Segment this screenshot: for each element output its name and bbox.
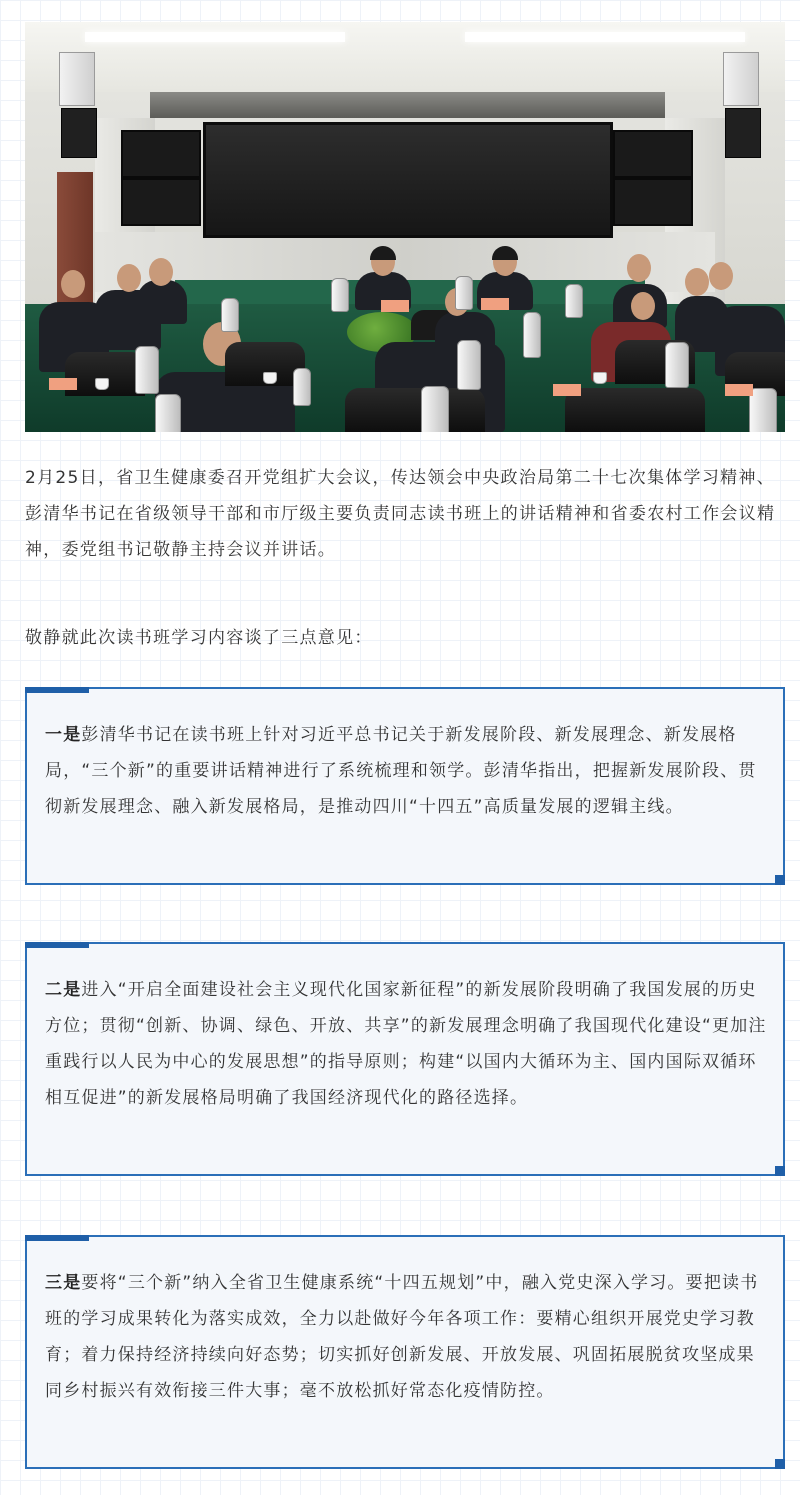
point-text-2: [45, 972, 767, 1116]
photo-person-head: [117, 264, 141, 292]
point-body-3: 要将“三个新”纳入全省卫生健康系统“十四五规划”中，融入党史深入学习。要把读书班的学习成果转化为落实成效，全力以赴做好今年各项工作：要精心组织开展党史学习教育；着力保持经济持续向好态势；切实抓好创新发展、开放发展、巩固拓展脱贫攻坚成果同乡村振兴有效衔接三件大事；毫不放松抓好常态化疫情防控。: [45, 1273, 759, 1401]
photo-thermos: [155, 394, 181, 432]
photo-person-head: [631, 292, 655, 320]
point-card-1: [25, 687, 785, 885]
photo-person-head: [627, 254, 651, 282]
photo-side-screen: [613, 178, 693, 226]
photo-thermos: [665, 342, 689, 388]
photo-cup: [263, 372, 277, 384]
point-body-2: 进入“开启全面建设社会主义现代化国家新征程”的新发展阶段明确了我国发展的历史方位；贯彻“创新、协调、绿色、开放、共享”的新发展理念明确了我国现代化建设“更加注重践行以人民为中心的发展思想”的指导原则；构建“以国内大循环为主、国内国际双循环相互促进”的新发展格局明确了我国经济现代化的路径选择。: [45, 980, 767, 1108]
point-label-2: 二是: [45, 980, 82, 1000]
intro-paragraph: 2月25日，省卫生健康委召开党组扩大会议，传达领会中央政治局第二十七次集体学习精神、彭清华书记在省级领导干部和市厅级主要负责同志读书班上的讲话精神和省委农村工作会议精神，委党组书记敬静主持会议并讲话。: [25, 468, 776, 560]
photo-thermos: [749, 388, 777, 432]
photo-side-screen: [121, 178, 201, 226]
point-label-1: 一是: [45, 725, 82, 745]
photo-nameplate: [381, 300, 409, 312]
photo-cup: [593, 372, 607, 384]
photo-speaker: [725, 108, 761, 158]
photo-ceiling-light: [465, 32, 745, 42]
photo-person-head: [149, 258, 173, 286]
photo-side-screen: [613, 130, 693, 178]
photo-side-screen: [121, 130, 201, 178]
photo-ceiling-light: [85, 32, 345, 42]
photo-cup: [95, 378, 109, 390]
photo-thermos: [135, 346, 159, 394]
photo-chair: [565, 388, 705, 432]
photo-chair: [345, 388, 485, 432]
photo-thermos: [523, 312, 541, 358]
photo-nameplate: [725, 384, 753, 396]
photo-speaker: [61, 108, 97, 158]
point-label-3: 三是: [45, 1273, 82, 1293]
photo-nameplate: [481, 298, 509, 310]
photo-person: [137, 280, 187, 324]
photo-main-screen: [203, 122, 613, 238]
meeting-photo: [25, 22, 785, 432]
photo-thermos: [457, 340, 481, 390]
photo-thermos: [221, 298, 239, 332]
photo-thermos: [331, 278, 349, 312]
photo-nameplate: [49, 378, 77, 390]
photo-nameplate: [553, 384, 581, 396]
photo-speaker: [59, 52, 95, 106]
photo-speaker: [723, 52, 759, 106]
photo-thermos: [293, 368, 311, 406]
point-card-2: [25, 942, 785, 1176]
photo-person-head: [709, 262, 733, 290]
photo-ceiling-beam: [150, 92, 665, 118]
point-card-3: [25, 1235, 785, 1469]
photo-thermos: [565, 284, 583, 318]
point-body-1: 彭清华书记在读书班上针对习近平总书记关于新发展阶段、新发展理念、新发展格局，“三个新”的重要讲话精神进行了系统梳理和领学。彭清华指出，把握新发展阶段、贯彻新发展理念、融入新发展格局，是推动四川“十四五”高质量发展的逻辑主线。: [45, 725, 757, 817]
photo-person-head: [685, 268, 709, 296]
photo-person-head: [61, 270, 85, 298]
photo-thermos: [421, 386, 449, 432]
lead-paragraph: 敬静就此次读书班学习内容谈了三点意见：: [25, 628, 373, 648]
photo-thermos: [455, 276, 473, 310]
point-text-3: [45, 1265, 767, 1409]
point-text-1: [45, 717, 767, 825]
